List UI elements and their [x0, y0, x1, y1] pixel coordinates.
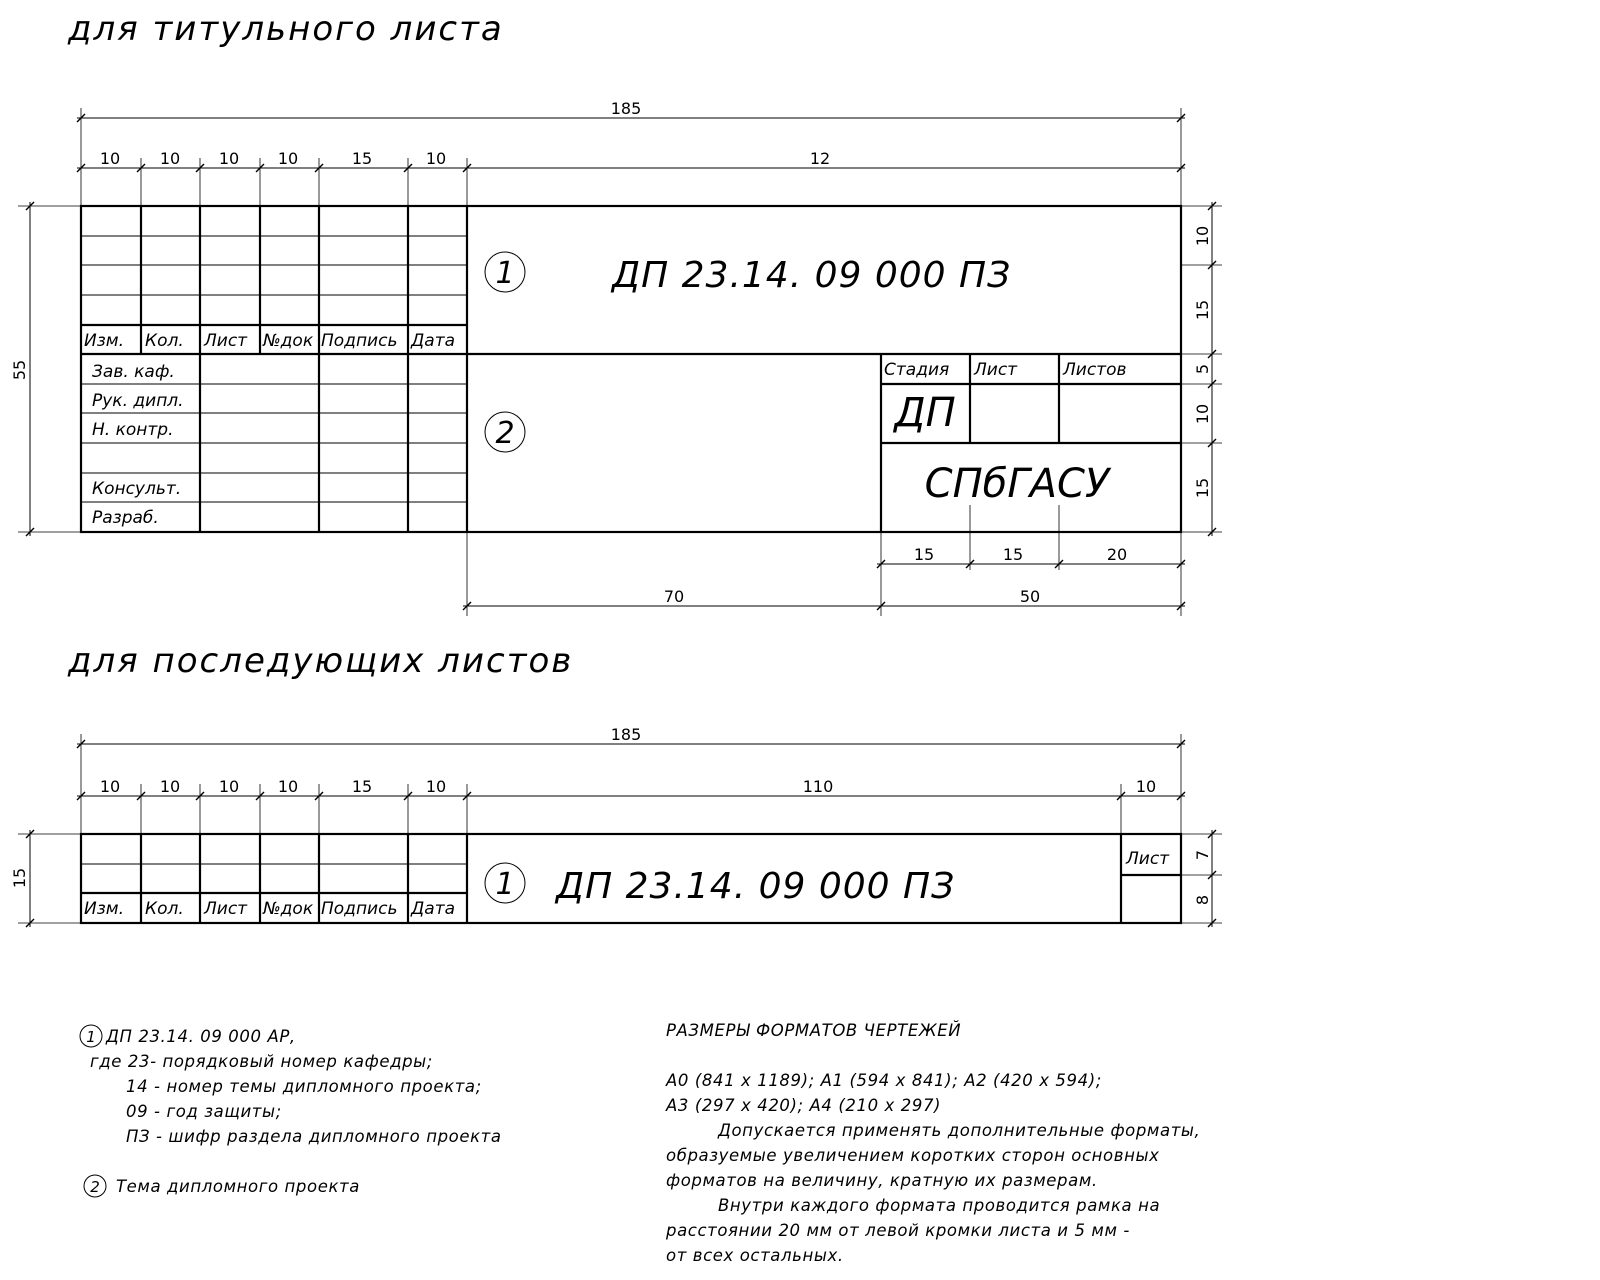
dim-total-185: 185 [610, 99, 642, 118]
organization-name: СПбГАСУ [924, 461, 1110, 507]
dim2-total-185: 185 [610, 725, 642, 744]
next-sheets-heading: для последующих листов [68, 641, 574, 681]
notes-left [80, 1025, 502, 1197]
dim-col-list: 10 [218, 149, 240, 168]
role-razrab: Разраб. [92, 508, 159, 528]
note-project-topic: Тема дипломного проекта [116, 1177, 360, 1196]
dim-row-5: 5 [1193, 363, 1212, 375]
dim2-row-7: 7 [1193, 849, 1212, 861]
note-year: 09 - год защиты; [126, 1102, 282, 1121]
role-konsult: Консульт. [92, 479, 182, 499]
header2-data: Дата [411, 899, 456, 919]
dim-col-data: 10 [425, 149, 447, 168]
label-list: Лист [974, 360, 1018, 380]
formats-line-6: Внутри каждого формата проводится рамка на [718, 1196, 1161, 1215]
dim2-col-list: 10 [218, 777, 240, 796]
dim-col-izm: 10 [99, 149, 121, 168]
dim-right-part: 12 [809, 149, 831, 168]
header-data: Дата [411, 331, 456, 351]
dim-bottom-15a: 15 [913, 545, 935, 564]
header2-podpis: Подпись [321, 899, 398, 919]
header2-list: Лист [204, 899, 248, 919]
label-listov: Листов [1063, 360, 1127, 380]
dim2-mid-110: 110 [802, 777, 834, 796]
role-zav-kaf: Зав. каф. [92, 362, 175, 382]
title-sheet-block [10, 99, 1222, 616]
dim-col-ndok: 10 [277, 149, 299, 168]
dim2-row-8: 8 [1193, 894, 1212, 906]
header-kol: Кол. [145, 331, 184, 351]
dim2-height-15: 15 [10, 867, 29, 889]
marker2-1-label: 1 [495, 867, 515, 902]
formats-line-1: А0 (841 х 1189); А1 (594 х 841); А2 (420 х 594); [666, 1071, 1102, 1090]
dim2-col-data: 10 [425, 777, 447, 796]
dim2-col-ndok: 10 [277, 777, 299, 796]
note-topic-number: 14 - номер темы дипломного проекта; [126, 1077, 482, 1096]
header2-ndok: №док [263, 899, 314, 919]
stage-value: ДП [894, 390, 956, 436]
formats-line-4: образуемые увеличением коротких сторон основных [666, 1146, 1160, 1165]
dim-row-10a: 10 [1193, 225, 1212, 247]
next-sheets-block [10, 725, 1222, 927]
formats-line-5: форматов на величину, кратную их размерам. [666, 1171, 1098, 1190]
dim2-col-izm: 10 [99, 777, 121, 796]
note-code-example: ДП 23.14. 09 000 АР, [106, 1027, 296, 1046]
marker-2-label: 2 [495, 416, 515, 451]
marker-1-label: 1 [495, 256, 515, 291]
note-marker-1: 1 [86, 1028, 96, 1046]
header-izm: Изм. [84, 331, 124, 351]
formats-line-3: Допускается применять дополнительные форматы, [718, 1121, 1201, 1140]
dim-height-55: 55 [10, 359, 29, 381]
document-code-2: ДП 23.14. 09 000 ПЗ [556, 866, 956, 907]
dim-col-podpis: 15 [351, 149, 373, 168]
dim-row-10b: 10 [1193, 403, 1212, 425]
note-department: где 23- порядковый номер кафедры; [90, 1052, 433, 1071]
header2-izm: Изм. [84, 899, 124, 919]
formats-title: РАЗМЕРЫ ФОРМАТОВ ЧЕРТЕЖЕЙ [666, 1021, 962, 1040]
sheet-label: Лист [1126, 849, 1170, 869]
title-sheet-heading: для титульного листа [68, 9, 504, 49]
note-section-code: ПЗ - шифр раздела дипломного проекта [126, 1127, 502, 1146]
formats-line-8: от всех остальных. [666, 1246, 844, 1265]
note-marker-2: 2 [90, 1178, 100, 1196]
dim-bottom-70: 70 [663, 587, 685, 606]
dim-row-15b: 15 [1193, 477, 1212, 499]
dim-bottom-20: 20 [1106, 545, 1128, 564]
header-podpis: Подпись [321, 331, 398, 351]
document-code: ДП 23.14. 09 000 ПЗ [612, 255, 1012, 296]
role-n-kontr: Н. контр. [92, 420, 174, 440]
formats-line-2: А3 (297 х 420); А4 (210 х 297) [666, 1096, 942, 1115]
role-ruk-dipl: Рук. дипл. [92, 391, 184, 411]
dim-bottom-50: 50 [1019, 587, 1041, 606]
notes-right [665, 1021, 1200, 1265]
dim2-col-podpis: 15 [351, 777, 373, 796]
dim-col-kol: 10 [159, 149, 181, 168]
header-ndok: №док [263, 331, 314, 351]
block1-dimension-lines [26, 114, 1216, 610]
header2-kol: Кол. [145, 899, 184, 919]
dim2-col-kol: 10 [159, 777, 181, 796]
dim-row-15a: 15 [1193, 299, 1212, 321]
dim-bottom-15b: 15 [1002, 545, 1024, 564]
formats-line-7: расстоянии 20 мм от левой кромки листа и 5 мм - [666, 1221, 1130, 1240]
block1-extension-lines [18, 108, 1222, 616]
label-stadiya: Стадия [884, 360, 950, 380]
dim2-right-10: 10 [1135, 777, 1157, 796]
header-list: Лист [204, 331, 248, 351]
